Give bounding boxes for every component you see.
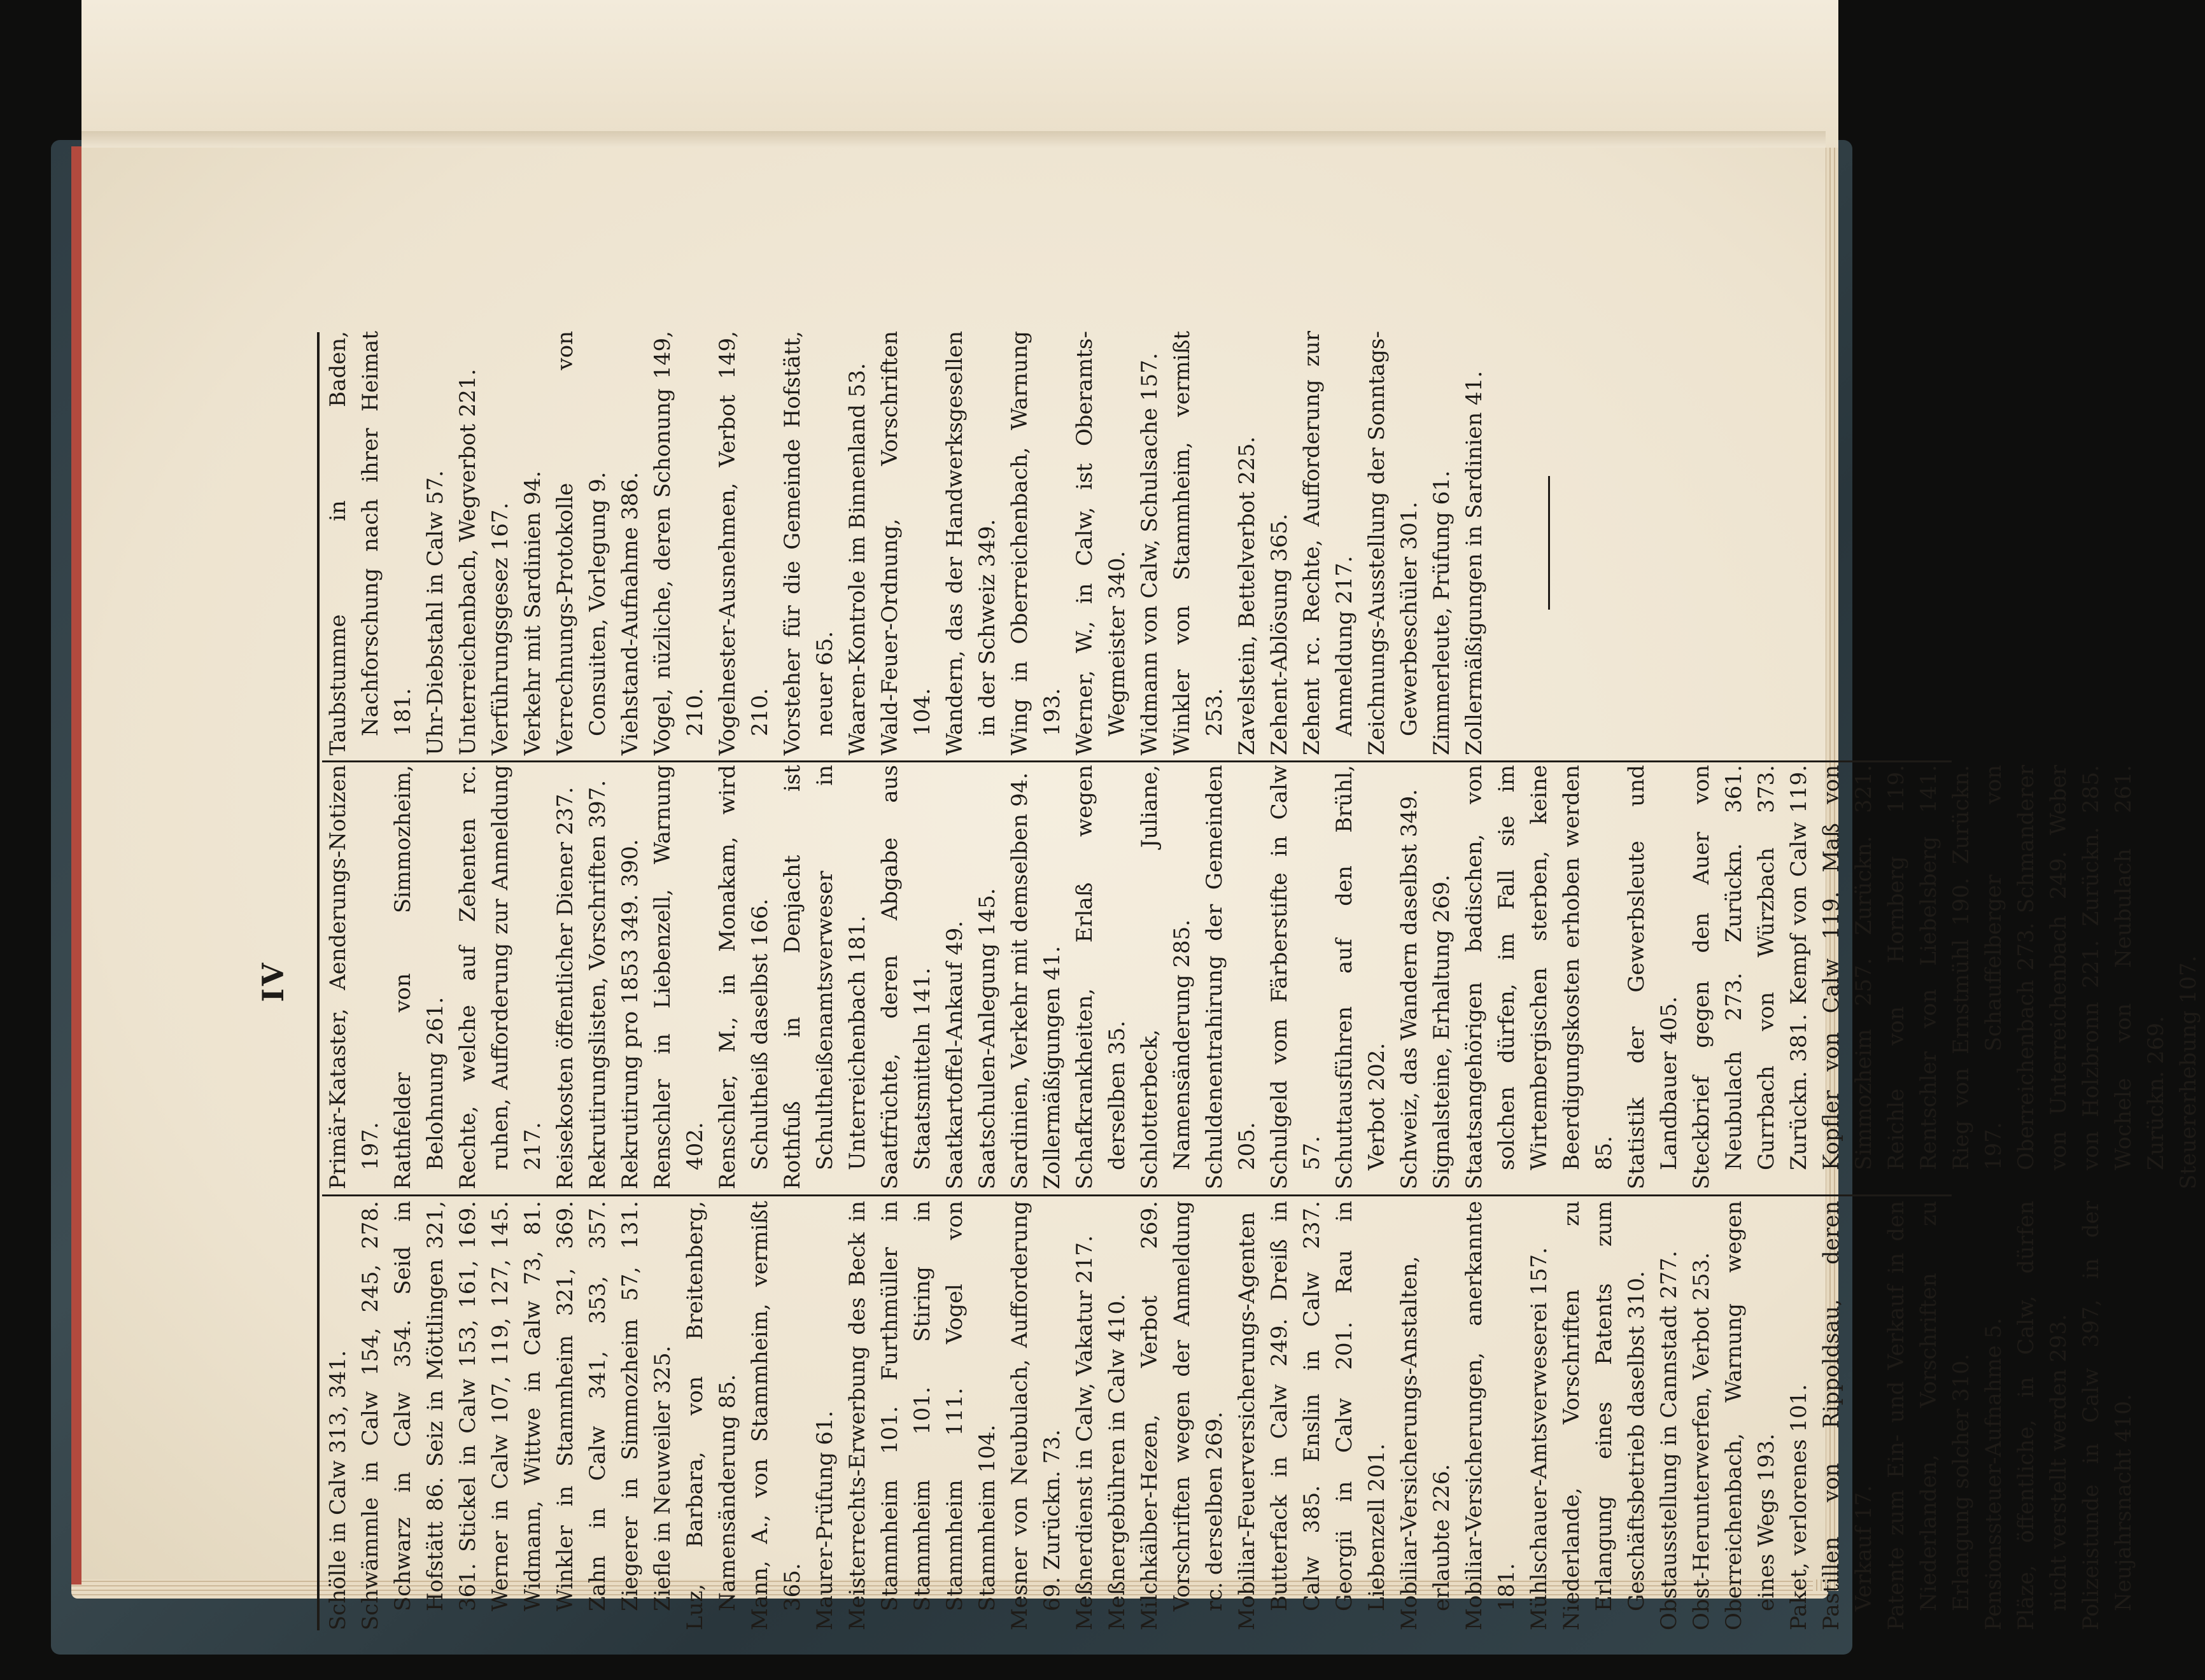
index-entry: Meisterrechts-Erwerbung des Beck in Stammheim 101. Furthmüller in Stammheim 101. Stiring in Stammheim 111. Vogel von Stammheim 104. xyxy=(845,1201,1000,1630)
index-entry: Rathfelder von Simmozheim, Belohnung 261. xyxy=(390,765,448,1189)
index-entry: Staatsangehörigen badischen, von solchen dürfen, im Fall sie im Wirtembergischen sterben, keine Beerdigungskosten erhoben werden 85. xyxy=(1462,765,1617,1189)
index-entry: Patente zum Ein- und Verkauf in den Niederlanden, Vorschriften zu Erlangung solcher 310. xyxy=(1884,1201,1974,1630)
index-entry: Verführungsgesez 167. xyxy=(488,502,513,755)
index-entry: Meßnergebühren in Calw 410. xyxy=(1104,1294,1130,1630)
index-entry: Renschler, M., in Monakam, wird Schultheiß daselbst 166. xyxy=(715,765,773,1189)
index-entry: Rothfuß in Denjacht ist Schultheißenamtsverweser in Unterreichenbach 181. xyxy=(780,765,870,1189)
index-entry: Schlotterbeck, Juliane, Namensänderung 285. xyxy=(1137,765,1195,1189)
index-entry: Taubstumme in Baden, Nachforschung nach ihrer Heimat 181. xyxy=(325,331,416,755)
index-entry: Milchkälber-Hezen, Verbot 269. Vorschriften wegen der Anmeldung rc. derselben 269. xyxy=(1137,1201,1227,1630)
index-entry: Widmann von Calw, Schulsache 157. xyxy=(1137,353,1162,755)
index-entry: Steuererhebung 107. xyxy=(2176,955,2201,1189)
index-entry: Zollermäßigungen 41. xyxy=(1039,946,1065,1189)
index-page-content xyxy=(241,331,2201,1630)
index-column-3 xyxy=(322,331,1952,762)
index-entry: Meßnerdienst in Calw, Vakatur 217. xyxy=(1072,1235,1097,1630)
index-entry: Saatkartoffel-Ankauf 49. xyxy=(942,920,968,1189)
index-entry: Rechte, welche auf Zehenten rc. ruhen, Aufforderung zur Anmeldung 217. xyxy=(455,765,546,1189)
index-entry: Mobiliar-Feuerversicherungs-Agenten Butterfack in Calw 249. Dreiß in Calw 385. Enslin in Calw 237. Georgii in Calw 201. Rau in Liebenzell 201. xyxy=(1234,1201,1390,1630)
index-entry: Schuldenentrahirung der Gemeinden 205. xyxy=(1202,765,1260,1189)
index-entry: Mobiliar-Versicherungen, anerkannte 181. xyxy=(1462,1201,1519,1630)
index-entry: Schuttausführen auf den Brühl, Verbot 202. xyxy=(1332,765,1390,1189)
index-entry: Steckbrief gegen den Auer von Neubulach 273. Zurückn. 361. Gurrbach von Würzbach 373. Zurückn. 381. Kempf von Calw 119. Kopfler von Calw 119. Maß von Simmozheim 257. Zurückn. 321. Reichle von Hornberg 119. Rentschler von Liebelsberg 141. Rieg von Ernstmühl 190. Zurückn. 197. Schauffelberger von Oberreichenbach 273. Schmanderer von Unterreichenbach 249. Weber von Holzbronn 221. Zurückn. 285. Wochele von Neubulach 261. Zurückn. 269. xyxy=(1689,765,2169,1189)
index-entry: Wing in Oberreichenbach, Warnung 193. xyxy=(1007,331,1065,755)
index-entry: Zeichnungs-Ausstellung der Sonntags-Gewerbeschüler 301. xyxy=(1364,331,1422,755)
index-entry: Renschler in Liebenzell, Warnung 402. xyxy=(650,765,708,1189)
index-entry: Schafkrankheiten, Erlaß wegen derselben 35. xyxy=(1072,765,1130,1189)
index-entry: Statistik der Gewerbsleute und Landbauer 405. xyxy=(1624,765,1682,1189)
index-entry: Zehent-Ablösung 365. xyxy=(1267,514,1292,755)
index-column-2 xyxy=(322,765,2201,1196)
index-entry: Vorsteher für die Gemeinde Hofstätt, neuer 65. xyxy=(780,331,838,755)
index-entry: Wald-Feuer-Ordnung, Vorschriften 104. xyxy=(877,331,935,755)
facing-page-fragment xyxy=(81,0,1838,148)
index-entry: Luz, Barbara, von Breitenberg, Namensänderung 85. xyxy=(682,1201,740,1630)
index-entry: Zollermäßigungen in Sardinien 41. xyxy=(1462,370,1487,755)
header-rule xyxy=(317,332,320,1630)
index-entry: Zimmerleute, Prüfung 61. xyxy=(1429,470,1455,755)
index-entry: Rekrutirungslisten, Vorschriften 397. xyxy=(585,780,610,1189)
index-entry: Sardinien, Verkehr mit demselben 94. xyxy=(1007,772,1032,1189)
index-entry: Pläze, öffentliche, in Calw, dürfen nicht verstellt werden 293. xyxy=(2013,1201,2071,1630)
index-entry: Saatschulen-Anlegung 145. xyxy=(975,888,1000,1189)
index-entry: Uhr-Diebstahl in Calw 57. xyxy=(423,470,448,755)
index-entry: Zavelstein, Bettelverbot 225. xyxy=(1234,436,1260,755)
index-entry: Mesner von Neubulach, Aufforderung 69. Zurückn. 73. xyxy=(1007,1201,1065,1630)
index-entry: Saatfrüchte, deren Abgabe aus Staatsmitteln 141. xyxy=(877,765,935,1189)
index-entry: Werner, W., in Calw, ist Oberamts-Wegmeister 340. xyxy=(1072,331,1130,755)
index-entry: Schölle in Calw 313, 341. xyxy=(325,1350,351,1630)
book-page xyxy=(81,148,2201,1630)
index-entry: Schweiz, das Wandern daselbst 349. xyxy=(1397,788,1422,1189)
page-number: IV xyxy=(256,960,290,1002)
index-entry: Verkehr mit Sardinien 94. xyxy=(520,470,546,755)
index-entry: Zehent rc. Rechte, Aufforderung zur Anmeldung 217. xyxy=(1299,331,1357,755)
index-entry: Polizeistunde in Calw 397, in der Neujahrsnacht 410. xyxy=(2078,1201,2136,1630)
index-entry: Vogel, nüzliche, deren Schonung 149, 210. xyxy=(650,331,708,755)
index-entry: Obstausstellung in Cannstadt 277. xyxy=(1656,1250,1682,1630)
end-rule xyxy=(1548,477,1550,610)
index-entry: Vogelnester-Ausnehmen, Verbot 149, 210. xyxy=(715,331,773,755)
index-entry: Schwämmle in Calw 154, 245, 278. Schwarz in Calw 354. Seid in Hofstätt 86. Seiz in Möttlingen 321, 361. Stickel in Calw 153, 161, 169. Werner in Calw 107, 119, 127, 145. Widmann, Wittwe in Calw 73, 81. Winkler in Stammheim 321, 369. Zahn in Calw 341, 353, 357. Ziegerer in Simmozheim 57, 131. Ziefle in Neuweiler 325. xyxy=(358,1201,675,1630)
index-entry: Paket, verlorenes 101. xyxy=(1786,1384,1812,1630)
index-entry: Winkler von Stammheim, vermißt 253. xyxy=(1169,331,1227,755)
index-column-1 xyxy=(322,1201,2136,1630)
index-entry: Maurer-Prüfung 61. xyxy=(812,1410,838,1630)
index-entry: Primär-Kataster, Aenderungs-Notizen 197. xyxy=(325,765,383,1189)
index-entry: Mann, A., von Stammheim, vermißt 365. xyxy=(747,1201,805,1630)
index-entry: Unterreichenbach, Wegverbot 221. xyxy=(455,368,481,755)
index-entry: Pastillen von Rippoldsau, deren Verkauf 17. xyxy=(1819,1201,1877,1630)
index-entry: Mobiliar-Versicherungs-Anstalten, erlaubte 226. xyxy=(1397,1256,1455,1630)
index-entry: Oberreichenbach, Warnung wegen eines Wegs 193. xyxy=(1721,1201,1779,1630)
index-entry: Signalsteine, Erhaltung 269. xyxy=(1429,874,1455,1189)
index-entry: Wandern, das der Handwerksgesellen in der Schweiz 349. xyxy=(942,331,1000,755)
index-entry: Schulgeld vom Färberstifte in Calw 57. xyxy=(1267,765,1325,1189)
index-entry: Viehstand-Aufnahme 386. xyxy=(617,472,643,755)
index-entry: Pensionssteuer-Aufnahme 5. xyxy=(1981,1317,2006,1630)
index-entry: Verrechnungs-Protokolle von Consuiten, Vorlegung 9. xyxy=(553,331,610,755)
index-entry: Obst-Herunterwerfen, Verbot 253. xyxy=(1689,1252,1714,1630)
page-edges-left xyxy=(71,146,81,1585)
index-entry: Rekrutirung pro 1853 349. 390. xyxy=(617,839,643,1189)
index-entry: Mühlschauer-Amtsverweserei 157. xyxy=(1526,1247,1552,1630)
index-entry: Niederlande, Vorschriften zu Erlangung eines Patents zum Geschäftsbetrieb daselbst 310. xyxy=(1559,1201,1649,1630)
index-entry: Reisekosten öffentlicher Diener 237. xyxy=(553,787,578,1189)
index-entry: Waaren-Kontrole im Binnenland 53. xyxy=(845,363,870,755)
